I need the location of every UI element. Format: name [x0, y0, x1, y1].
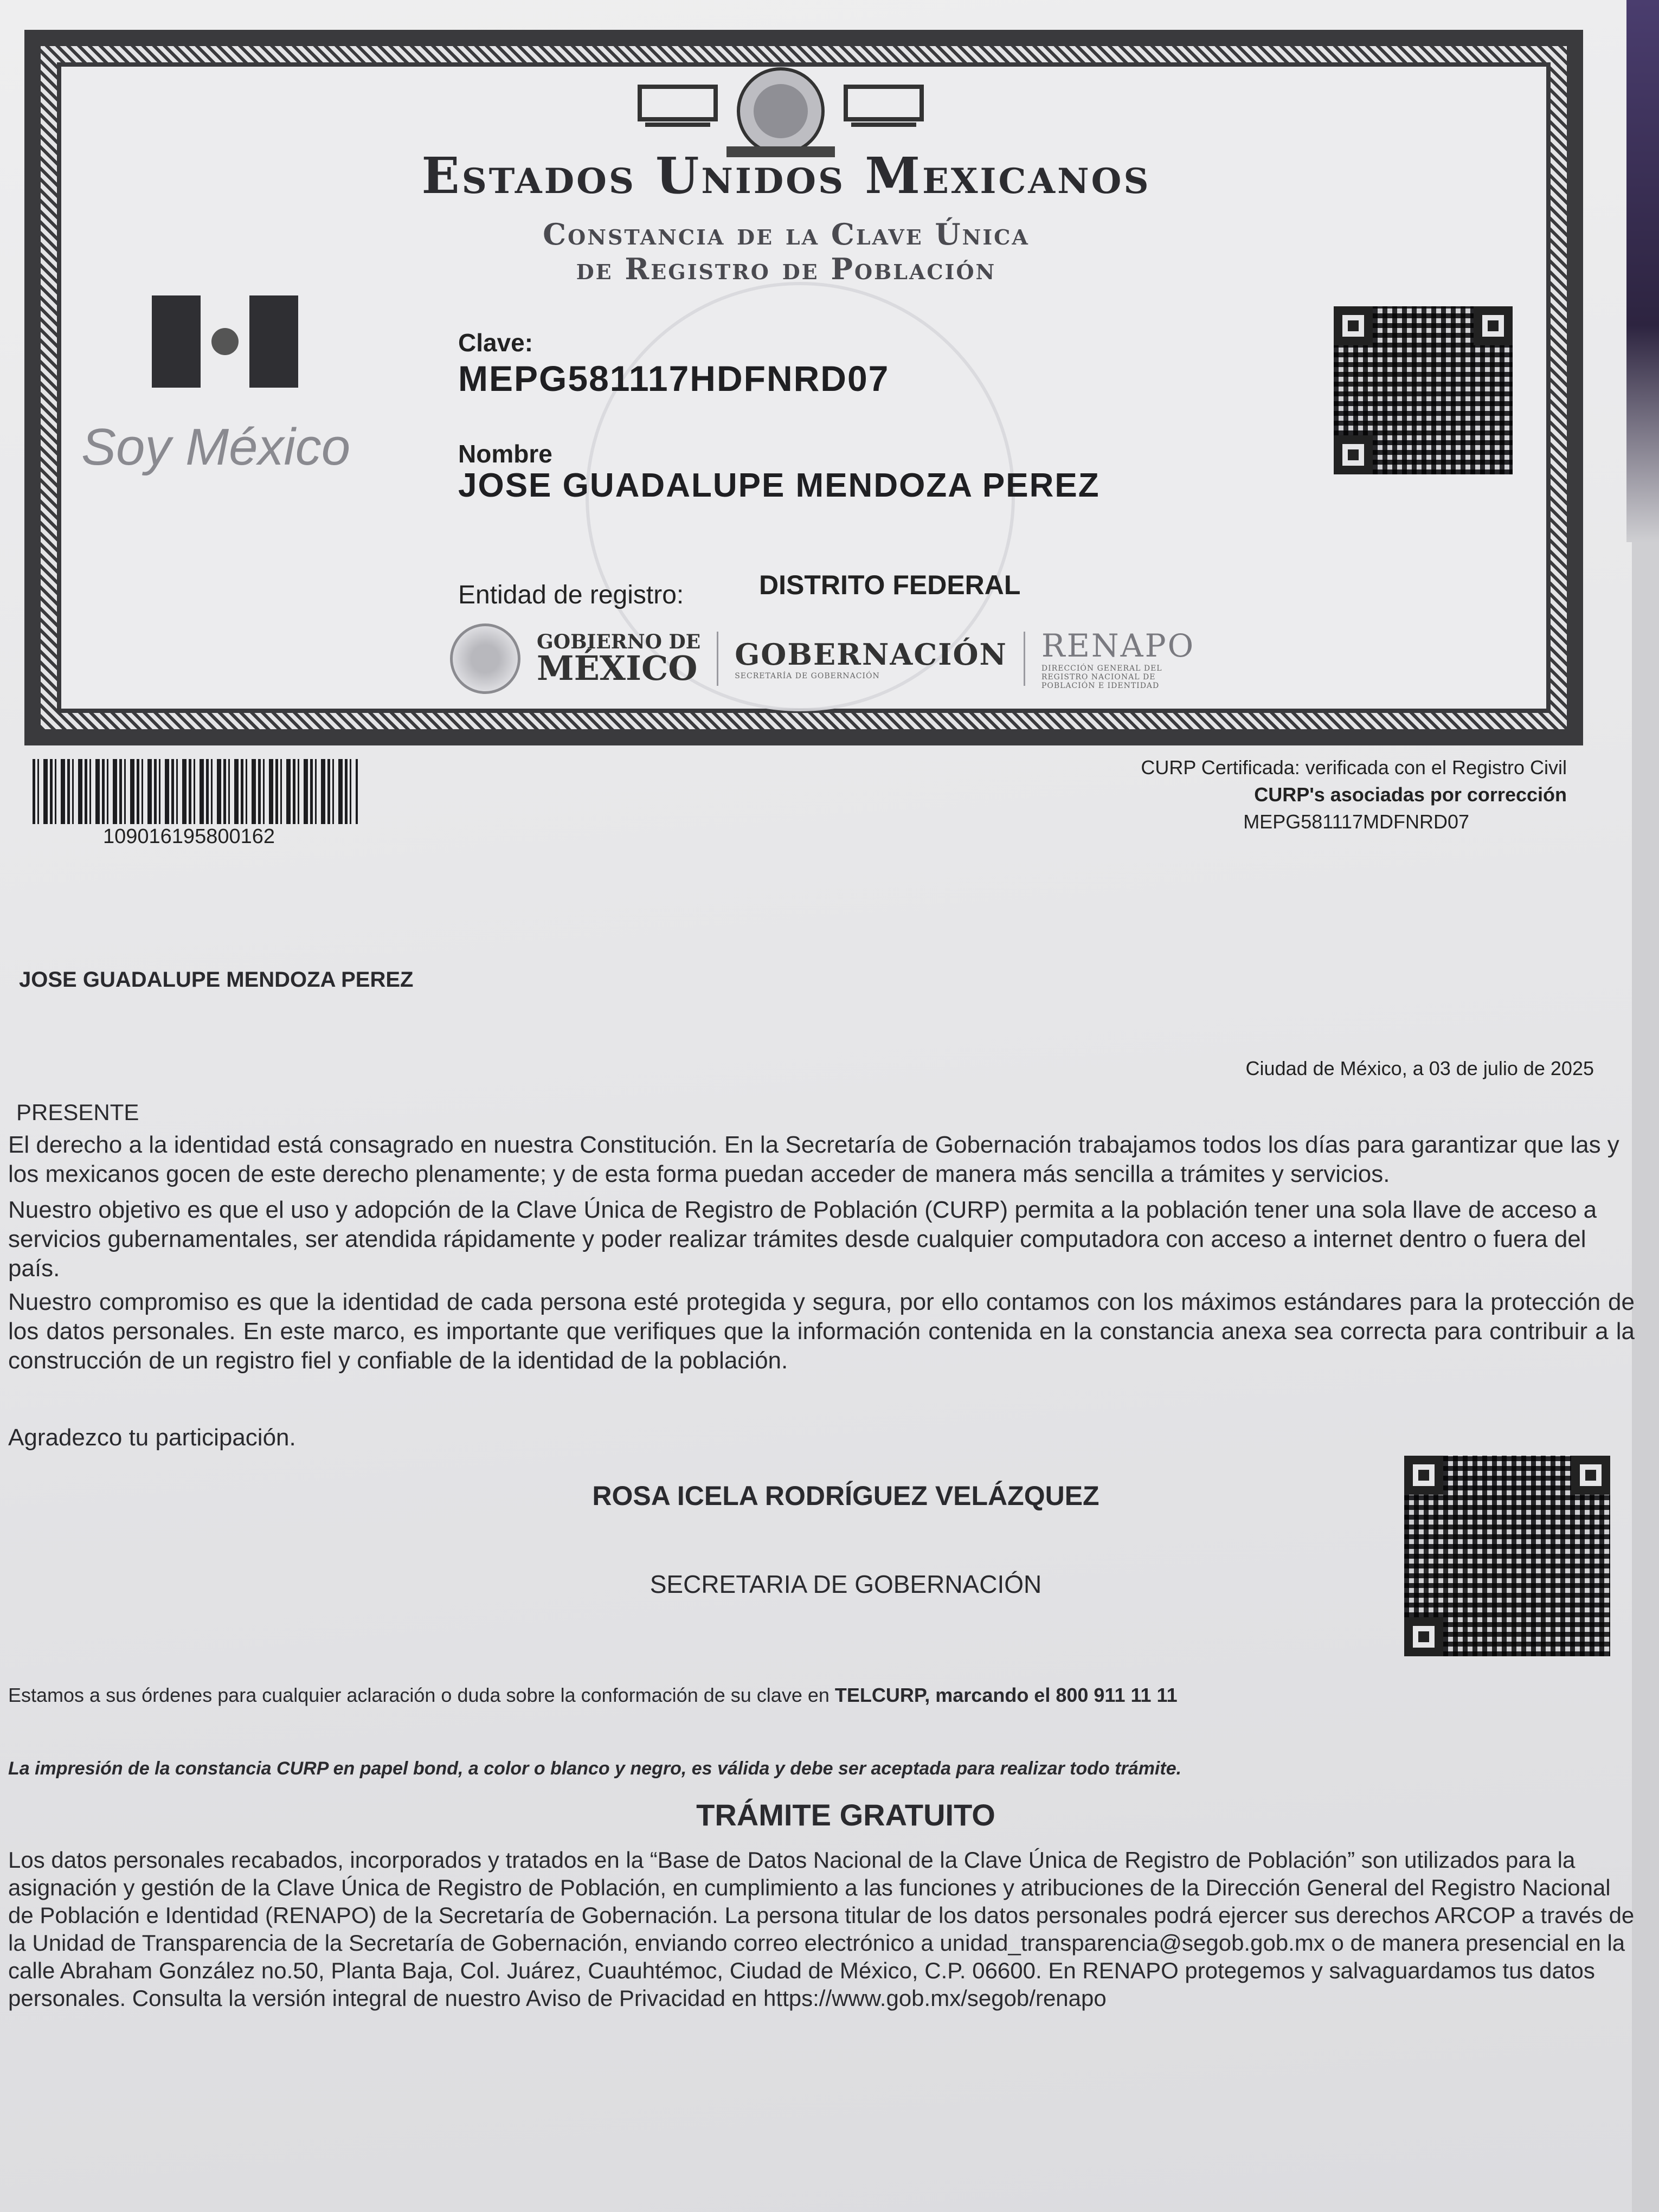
clave-value: MEPG581117HDFNRD07 [458, 358, 890, 398]
curp-certified-text: CURP Certificada: verificada con el Registro Civil [1141, 756, 1567, 779]
curp-qr-code-icon [1334, 306, 1513, 474]
letter-recipient: JOSE GUADALUPE MENDOZA PEREZ [19, 968, 414, 992]
signer-title: SECRETARIA DE GOBERNACIÓN [650, 1570, 1042, 1598]
letter-place-date: Ciudad de México, a 03 de julio de 2025 [1245, 1057, 1594, 1079]
nombre-value: JOSE GUADALUPE MENDOZA PEREZ [458, 467, 1100, 504]
institution-logos [450, 618, 1195, 699]
subtitle-line-1: Constancia de la Clave Única [543, 217, 1030, 252]
signature-qr-code-icon [1404, 1456, 1610, 1656]
letter-paragraph-2: Nuestro objetivo es que el uso y adopción de la Clave Única de Registro de Población (CURP) permita a la población tener una sola llave de acceso a servicios gubernamentales, ser atendida rápidamente y poder realizar trámites desde cualquier computadora con acceso a internet dentro o fuera del país. [8, 1197, 1597, 1282]
letter-thanks: Agradezco tu participación. [8, 1424, 296, 1451]
letter-paragraph-1: El derecho a la identidad está consagrado en nuestra Constitución. En la Secretaría de Gobernación trabajamos todos los días para garantizar que las y los mexicanos gocen de este derecho plenamente; y de esta forma puedan acceder de manera más sencilla a trámites y servicios. [8, 1131, 1619, 1187]
entidad-label: Entidad de registro: [458, 581, 684, 609]
logo-divider [717, 632, 718, 686]
background-edge [1626, 0, 1659, 542]
government-seal-icon [450, 623, 520, 694]
mexico-flag-icon [152, 295, 298, 388]
nombre-label: Nombre [458, 440, 552, 468]
renapo-logo: RENAPO DIRECCIÓN GENERAL DEL REGISTRO NACIONAL DE POBLACIÓN E IDENTIDAD [1041, 627, 1195, 690]
entidad-value: DISTRITO FEDERAL [759, 570, 1021, 600]
associated-curp-value: MEPG581117MDFNRD07 [1243, 811, 1469, 833]
logo-divider [1024, 632, 1025, 686]
tramite-gratuito-heading: TRÁMITE GRATUITO [696, 1798, 995, 1832]
barcode-number: 109016195800162 [103, 825, 275, 848]
telcurp-phone: TELCURP, marcando el 800 911 11 11 [834, 1684, 1178, 1706]
validity-notice: La impresión de la constancia CURP en papel bond, a color o blanco y negro, es válida y debe ser aceptada para realizar todo trámite. [8, 1758, 1182, 1779]
gobernacion-logo: GOBERNACIÓN SECRETARÍA DE GOBERNACIÓN [735, 637, 1007, 680]
letter-presente: PRESENTE [16, 1099, 139, 1125]
privacy-notice: Los datos personales recabados, incorporados y tratados en la “Base de Datos Nacional de la Clave Única de Registro de Población” son utilizados para la asignación y gestión de la Clave Única de Registro de Población, en cumplimiento a las funciones y atribuciones de la Dirección General del Registro Nacional de Población e Identidad (RENAPO) de la Secretaría de Gobernación. La persona titular de los datos personales podrá ejercer sus derechos ARCOP a través de la Unidad de Transparencia de la Secretaría de Gobernación, enviando correo electrónico a unidad_transparencia@segob.gob.mx o de manera presencial en la calle Abraham González no.50, Planta Baja, Col. Juárez, Cuauhtémoc, Ciudad de México, C.P. 06600. En RENAPO protegemos y salvaguardamos tus datos personales. Consulta la versión integral de nuestro Aviso de Privacidad en https://www.gob.mx/segob/renapo [8, 1847, 1635, 2011]
soy-mexico-logo: Soy México [81, 418, 351, 476]
subtitle-line-2: de Registro de Población [576, 252, 996, 286]
telcurp-text [8, 1681, 1635, 1710]
clave-label: Clave: [458, 329, 533, 357]
document-title: Estados Unidos Mexicanos [421, 146, 1151, 205]
associated-curp-label: CURP's asociadas por corrección [1254, 783, 1567, 806]
signer-name: ROSA ICELA RODRÍGUEZ VELÁZQUEZ [592, 1481, 1099, 1511]
telcurp-prefix: Estamos a sus órdenes para cualquier aclaración o duda sobre la conformación de su clave en [8, 1684, 835, 1706]
gobierno-de-mexico-logo: GOBIERNO DE MÉXICO [537, 631, 701, 688]
barcode-icon [33, 759, 358, 824]
letter-paragraph-3: Nuestro compromiso es que la identidad de cada persona esté protegida y segura, por ello contamos con los máximos estándares para la protección de los datos personales. En este marco, es importante que verifiques que la información contenida en la constancia anexa sea correcta para contribuir a la construcción de un registro fiel y confiable de la identidad de la población. [8, 1289, 1635, 1374]
document-subtitle [380, 217, 1193, 286]
